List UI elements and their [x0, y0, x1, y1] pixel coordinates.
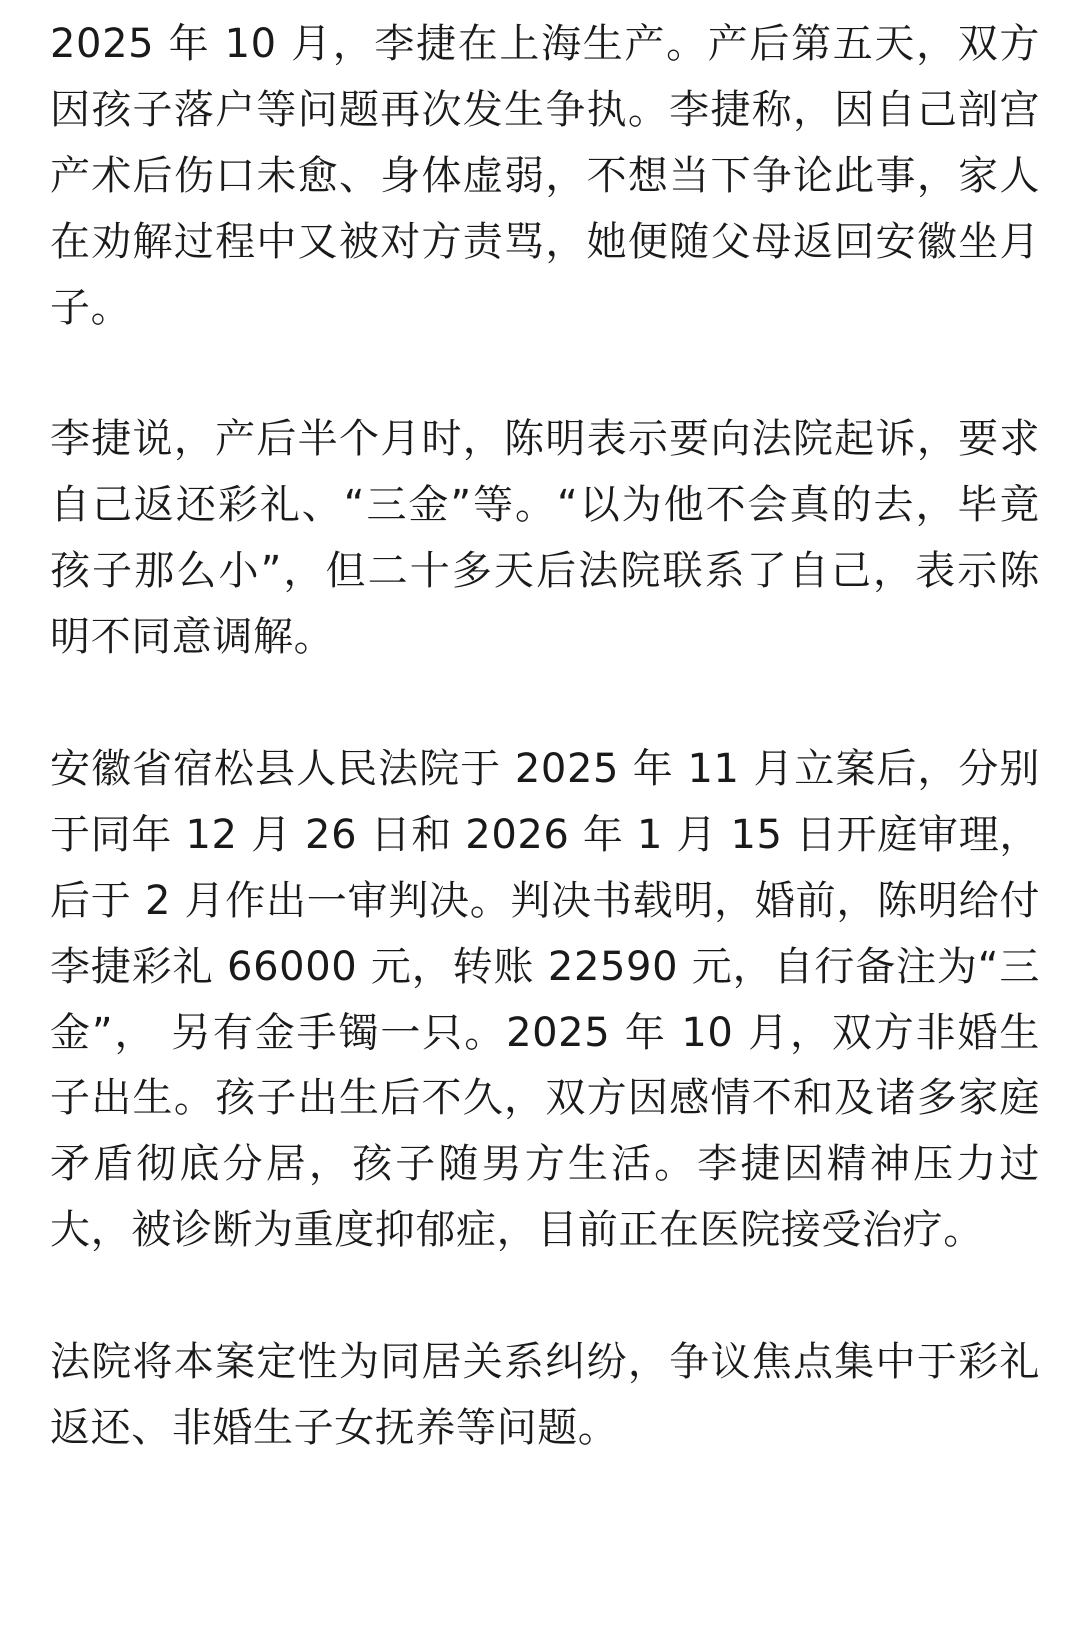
- paragraph-case-definition: 法院将本案定性为同居关系纠纷，争议焦点集中于彩礼返还、非婚生子女抚养等问题。: [50, 1339, 1040, 1451]
- paragraph-childbirth-dispute: 2025 年 10 月，李捷在上海生产。产后第五天，双方因孩子落户等问题再次发生争执。李捷称，因自己剖宫产术后伤口未愈、身体虚弱，不想当下争论此事，家人在劝解过程中又被对方责骂，她便随父母返回安徽坐月子。: [50, 21, 1040, 331]
- article-body: [50, 12, 1040, 1462]
- paragraph-lawsuit-threat: 李捷说，产后半个月时，陈明表示要向法院起诉，要求自己返还彩礼、“三金”等。“以为他不会真的去，毕竟孩子那么小”，但二十多天后法院联系了自己，表示陈明不同意调解。: [50, 416, 1040, 661]
- paragraph-court-judgment: 安徽省宿松县人民法院于 2025 年 11 月立案后，分别于同年 12 月 26 日和 2026 年 1 月 15 日开庭审理，后于 2 月作出一审判决。判决书载明，婚前，陈明给付李捷彩礼 66000 元，转账 22590 元，自行备注为“三金”， 另有金手镯一只。2025 年 10 月，双方非婚生子出生。孩子出生后不久，双方因感情不和及诸多家庭矛盾彻底分居，孩子随男方生活。李捷因精神压力过大，被诊断为重度抑郁症，目前正在医院接受治疗。: [50, 745, 1040, 1254]
- cut-off-next-line: [50, 1600, 1040, 1627]
